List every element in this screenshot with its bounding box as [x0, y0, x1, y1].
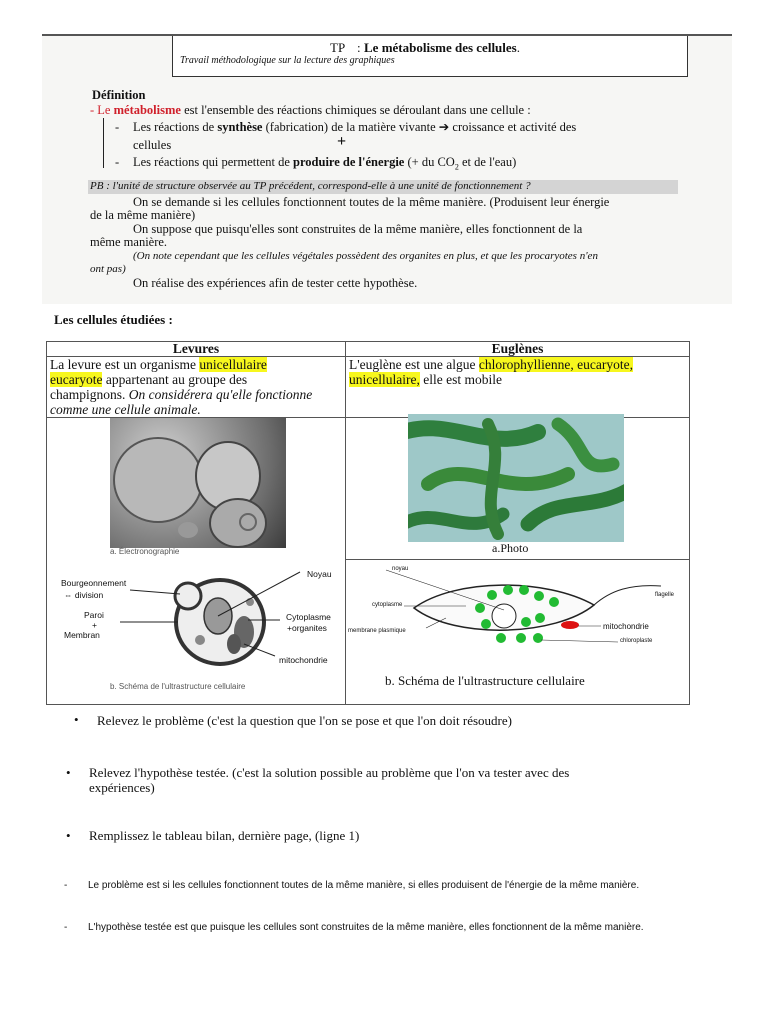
yeast-label-division: ⇔ division: [64, 590, 104, 600]
problem-line-1b: de la même manière): [90, 208, 196, 222]
section-title: Les cellules étudiées :: [54, 312, 173, 327]
problem-line-1a: On se demande si les cellules fonctionnent toutes de la même manière. (Produisent leur énergie: [133, 195, 610, 209]
problem-statement: PB : l'unité de structure observée au TP précédent, correspond-elle à une unité de fonctionnement ?: [90, 180, 531, 192]
chloroplast: [503, 585, 513, 595]
tp-colon: :: [357, 40, 361, 55]
col-header-euglenes: Euglènes: [346, 342, 690, 357]
euglena-label-chloroplaste: chloroplaste: [620, 638, 653, 644]
yeast-electron-micrograph: [110, 418, 286, 548]
chloroplast: [534, 591, 544, 601]
problem-line-3a: (On note cependant que les cellules végétales possèdent des organites en plus, et que les procaryotes n'en: [133, 250, 598, 262]
euglena-nucleus: [492, 604, 516, 628]
page-title: Le métabolisme des cellules.: [364, 40, 520, 55]
euglena-label-membrane: membrane plasmique: [348, 628, 406, 634]
tp-label: TP: [330, 40, 346, 55]
definition-item-1-cont: cellules: [133, 138, 172, 152]
problem-line-2b: même manière.: [90, 235, 168, 249]
question-hypothesis: Relevez l'hypothèse testée. (c'est la solution possible au problème que l'on va tester avec des: [89, 765, 570, 780]
problem-line-2a: On suppose que puisqu'elles sont construites de la même manière, elles fonctionnent de la: [133, 222, 583, 236]
page-subtitle: Travail méthodologique sur la lecture des graphiques: [180, 55, 395, 66]
definition-item-1: Les réactions de synthèse (fabrication) de la matière vivante ➔ croissance et activité des: [133, 120, 577, 134]
yeast-label-plus: +: [92, 620, 97, 630]
definition-heading: Définition: [92, 88, 146, 102]
yeast-label-mitochondrie: mitochondrie: [279, 655, 328, 665]
list-bracket: [103, 118, 104, 168]
chloroplast: [496, 633, 506, 643]
problem-line-3b: ont pas): [90, 263, 126, 275]
yeast-label-membran: Membran: [64, 630, 100, 640]
yeast-label-cytoplasme: Cytoplasme: [286, 612, 331, 622]
euglena-photo-caption: a.Photo: [492, 541, 529, 555]
euglena-photo-svg: [408, 414, 624, 542]
euglena-schema: [346, 560, 686, 675]
answer-dash-2: -: [64, 922, 68, 933]
plus-sign: +: [337, 133, 347, 150]
chloroplast: [475, 603, 485, 613]
bud-pointer: [130, 590, 180, 594]
yeast-label-noyau: Noyau: [307, 569, 332, 579]
euglena-flagellum: [594, 586, 661, 605]
bullet-1: •: [74, 712, 79, 727]
yeast-mitochondria: [227, 634, 241, 654]
chloro-pointer: [541, 640, 618, 642]
col-header-levures: Levures: [47, 342, 346, 357]
euglena-label-noyau: noyau: [392, 566, 409, 572]
definition-text: - Le métabolisme est l'ensemble des réactions chimiques se déroulant dans une cellule :: [90, 103, 531, 117]
euglena-schema-caption: b. Schéma de l'ultrastructure cellulaire: [385, 673, 585, 688]
question-table: Remplissez le tableau bilan, dernière page, (ligne 1): [89, 828, 360, 843]
chloroplast: [487, 590, 497, 600]
chloroplast: [481, 619, 491, 629]
bullet-2: •: [66, 765, 71, 780]
answer-problem: Le problème est si les cellules fonctionnent toutes de la même manière, si elles produisent de l'énergie de la même manière.: [88, 880, 640, 891]
euglena-label-flagelle: flagelle: [655, 592, 675, 598]
yeast-photo-caption: a. Électronographie: [110, 547, 180, 556]
chloroplast: [535, 613, 545, 623]
chloroplast: [533, 633, 543, 643]
yeast-label-paroi: Paroi: [84, 610, 104, 620]
bullet-3: •: [66, 828, 71, 843]
yeast-schema-caption: b. Schéma de l'ultrastructure cellulaire: [110, 682, 246, 691]
problem-line-4: On réalise des expériences afin de tester cette hypothèse.: [133, 276, 418, 290]
yeast-bud: [175, 583, 201, 609]
definition-bullet-1: -: [115, 120, 120, 134]
chloroplast: [516, 633, 526, 643]
euglena-label-cytoplasme: cytoplasme: [372, 602, 403, 608]
question-hypothesis-cont: expériences): [89, 780, 155, 795]
yeast-vesicle: [195, 635, 205, 645]
levure-description: La levure est un organisme unicellulaire eucaryote appartenant au groupe des champignons. On considérera qu'elle fonctionne comme une cellule animale.: [47, 357, 346, 418]
yeast-micrograph-svg: [110, 418, 286, 548]
yeast-label-bourg: Bourgeonnement: [61, 578, 127, 588]
euglena-photo: [408, 414, 624, 542]
answer-dash-1: -: [64, 880, 68, 891]
answer-hypothesis: L'hypothèse testée est que puisque les cellules sont construites de la même manière, elles fonctionnent de la même manière.: [88, 922, 644, 933]
chloroplast: [519, 585, 529, 595]
euglena-label-mitochondrie: mitochondrie: [603, 622, 649, 631]
definition-bullet-2: -: [115, 155, 120, 169]
definition-item-2: Les réactions qui permettent de produire de l'énergie (+ du $CO_2$ et de l'eau): [133, 155, 517, 172]
euglena-mitochondria: [561, 621, 579, 629]
chloroplast: [521, 617, 531, 627]
question-problem: Relevez le problème (c'est la question que l'on se pose et que l'on doit résoudre): [97, 713, 512, 728]
yeast-label-organites: +organites: [287, 623, 327, 633]
chloroplast: [549, 597, 559, 607]
euglene-description: L'euglène est une algue chlorophyllienne, eucaryote, unicellulaire, elle est mobile: [346, 357, 690, 418]
